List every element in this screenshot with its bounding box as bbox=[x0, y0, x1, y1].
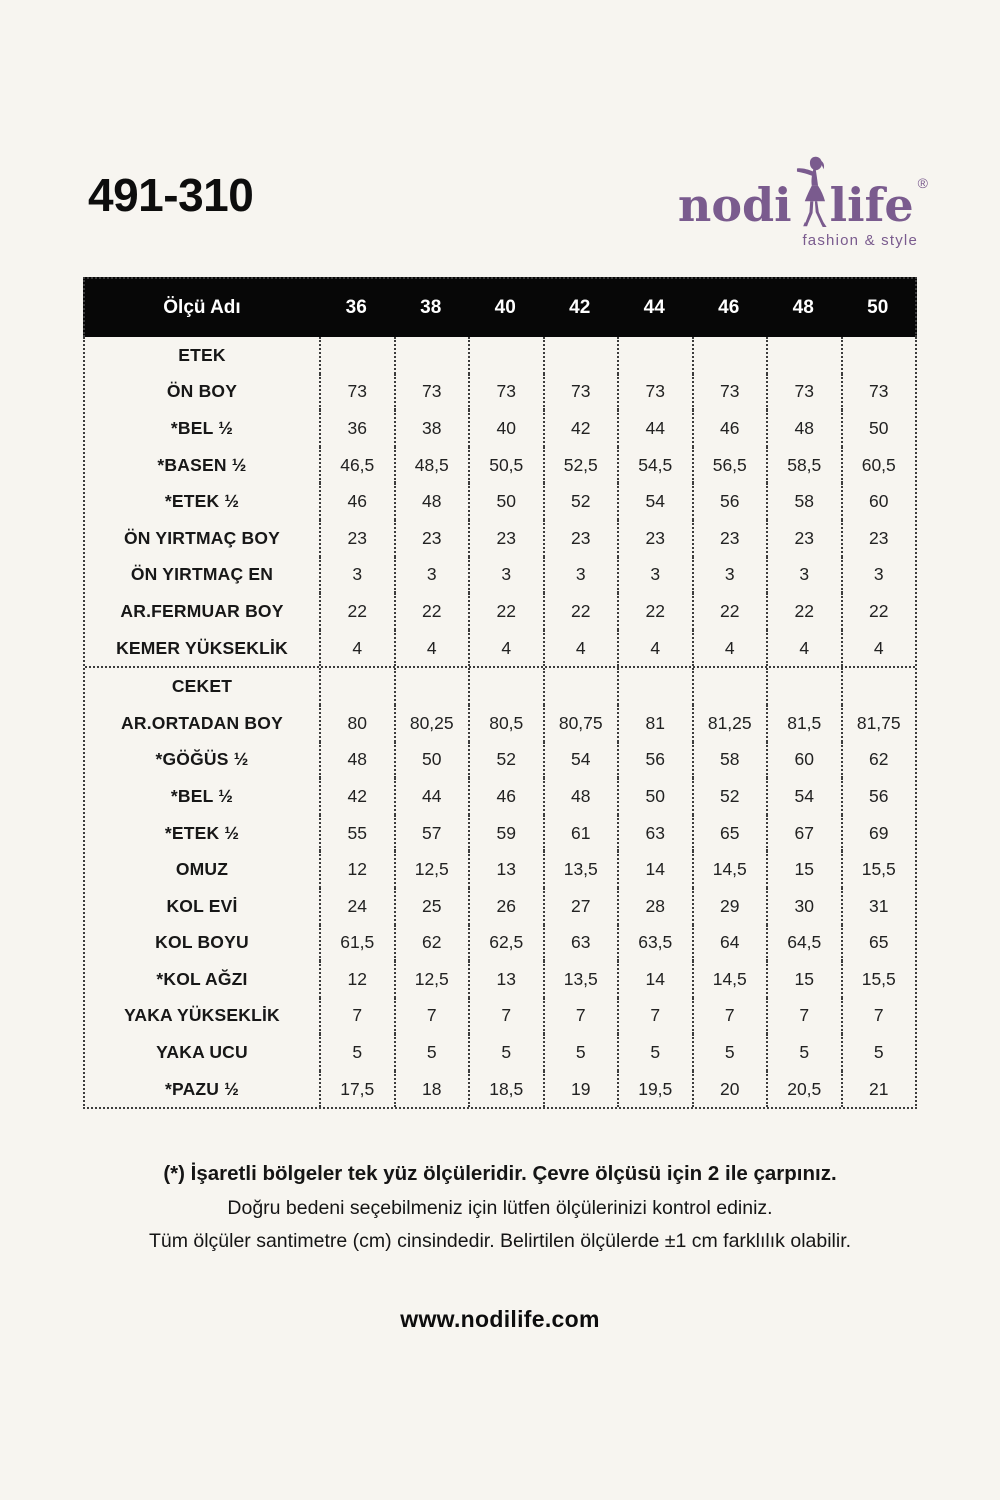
empty-cell bbox=[394, 337, 469, 374]
table-row bbox=[85, 410, 915, 447]
measurement-cell: 22 bbox=[617, 593, 692, 630]
measurement-cell: 23 bbox=[841, 520, 916, 557]
row-label: AR.FERMUAR BOY bbox=[120, 600, 284, 621]
product-code: 491-310 bbox=[88, 169, 254, 221]
measurement-cell: 57 bbox=[394, 815, 469, 852]
measurement-cell: 80 bbox=[319, 705, 394, 742]
measurement-cell: 23 bbox=[468, 520, 543, 557]
empty-cell bbox=[468, 337, 543, 374]
row-label: *KOL AĞZI bbox=[156, 968, 248, 989]
table-header-label: Ölçü Adı bbox=[163, 297, 241, 318]
table-row bbox=[85, 630, 915, 667]
table-row bbox=[85, 888, 915, 925]
measurement-cell: 73 bbox=[617, 374, 692, 411]
empty-cell bbox=[841, 668, 916, 705]
measurement-cell: 27 bbox=[543, 888, 618, 925]
row-label: OMUZ bbox=[175, 859, 229, 880]
table-row bbox=[85, 1034, 915, 1071]
table-row bbox=[85, 851, 915, 888]
measurement-cell: 62 bbox=[841, 742, 916, 779]
measurement-cell: 61 bbox=[543, 815, 618, 852]
measurement-cell: 48 bbox=[543, 778, 618, 815]
table-row bbox=[85, 593, 915, 630]
table-row bbox=[85, 778, 915, 815]
section-title: CEKET bbox=[171, 676, 233, 697]
measurement-cell: 52,5 bbox=[543, 447, 618, 484]
measurement-cell: 40 bbox=[468, 410, 543, 447]
measurement-cell: 7 bbox=[617, 998, 692, 1035]
measurement-cell: 13,5 bbox=[543, 851, 618, 888]
measurement-cell: 73 bbox=[766, 374, 841, 411]
measurement-cell: 24 bbox=[319, 888, 394, 925]
measurement-cell: 3 bbox=[319, 557, 394, 594]
note-check-measurements: Doğru bedeni seçebilmeniz için lütfen ölçülerinizi kontrol ediniz. bbox=[227, 1197, 773, 1219]
size-column-header: 50 bbox=[867, 297, 889, 318]
measurement-cell: 23 bbox=[394, 520, 469, 557]
measurement-cell: 20,5 bbox=[766, 1071, 841, 1108]
measurement-cell: 3 bbox=[692, 557, 767, 594]
size-column-header: 42 bbox=[569, 297, 591, 318]
size-column-header: 48 bbox=[792, 297, 814, 318]
measurement-cell: 25 bbox=[394, 888, 469, 925]
size-column-header: 36 bbox=[345, 297, 367, 318]
measurement-cell: 5 bbox=[394, 1034, 469, 1071]
measurement-cell: 5 bbox=[841, 1034, 916, 1071]
measurement-cell: 67 bbox=[766, 815, 841, 852]
measurement-cell: 62 bbox=[394, 925, 469, 962]
measurement-cell: 48 bbox=[319, 742, 394, 779]
measurement-cell: 14 bbox=[617, 961, 692, 998]
row-label: YAKA UCU bbox=[156, 1042, 248, 1063]
registered-trademark-icon: ® bbox=[917, 175, 928, 191]
measurement-cell: 80,75 bbox=[543, 705, 618, 742]
table-row bbox=[85, 925, 915, 962]
table-row bbox=[85, 742, 915, 779]
measurement-cell: 4 bbox=[319, 630, 394, 667]
note-units: Tüm ölçüler santimetre (cm) cinsindedir. Belirtilen ölçülerde ±1 cm farklılık olabilir. bbox=[148, 1230, 852, 1252]
empty-cell bbox=[692, 668, 767, 705]
measurement-cell: 3 bbox=[617, 557, 692, 594]
row-label: AR.ORTADAN BOY bbox=[121, 712, 283, 733]
measurement-cell: 60 bbox=[841, 483, 916, 520]
measurement-cell: 73 bbox=[394, 374, 469, 411]
measurement-cell: 5 bbox=[468, 1034, 543, 1071]
measurement-cell: 42 bbox=[319, 778, 394, 815]
measurement-cell: 3 bbox=[394, 557, 469, 594]
row-label: *BEL ½ bbox=[170, 785, 234, 806]
measurement-cell: 7 bbox=[468, 998, 543, 1035]
measurement-cell: 7 bbox=[692, 998, 767, 1035]
table-row bbox=[85, 557, 915, 594]
row-label: *ETEK ½ bbox=[164, 822, 240, 843]
measurement-cell: 55 bbox=[319, 815, 394, 852]
measurement-cell: 22 bbox=[692, 593, 767, 630]
row-label: KOL BOYU bbox=[155, 932, 249, 953]
measurement-cell: 46,5 bbox=[319, 447, 394, 484]
measurement-cell: 14 bbox=[617, 851, 692, 888]
measurement-cell: 5 bbox=[692, 1034, 767, 1071]
measurement-cell: 7 bbox=[766, 998, 841, 1035]
measurement-cell: 3 bbox=[468, 557, 543, 594]
measurement-cell: 36 bbox=[319, 410, 394, 447]
measurement-cell: 50 bbox=[617, 778, 692, 815]
measurement-cell: 5 bbox=[766, 1034, 841, 1071]
row-label: *BEL ½ bbox=[170, 417, 234, 438]
measurement-cell: 12 bbox=[319, 851, 394, 888]
table-row bbox=[85, 815, 915, 852]
measurement-cell: 14,5 bbox=[692, 961, 767, 998]
measurement-cell: 7 bbox=[394, 998, 469, 1035]
measurement-cell: 73 bbox=[319, 374, 394, 411]
empty-cell bbox=[692, 337, 767, 374]
table-section-ceket bbox=[85, 666, 915, 1107]
measurement-cell: 13 bbox=[468, 851, 543, 888]
row-label: ÖN BOY bbox=[166, 381, 238, 402]
measurement-cell: 3 bbox=[766, 557, 841, 594]
measurement-cell: 60 bbox=[766, 742, 841, 779]
measurement-cell: 21 bbox=[841, 1071, 916, 1108]
table-row bbox=[85, 374, 915, 411]
measurement-cell: 81 bbox=[617, 705, 692, 742]
measurement-cell: 38 bbox=[394, 410, 469, 447]
empty-cell bbox=[841, 337, 916, 374]
size-table-header bbox=[83, 277, 917, 337]
measurement-cell: 4 bbox=[692, 630, 767, 667]
measurement-cell: 20 bbox=[692, 1071, 767, 1108]
measurement-cell: 5 bbox=[543, 1034, 618, 1071]
measurement-cell: 52 bbox=[692, 778, 767, 815]
measurement-cell: 4 bbox=[841, 630, 916, 667]
measurement-cell: 48,5 bbox=[394, 447, 469, 484]
measurement-cell: 50,5 bbox=[468, 447, 543, 484]
size-column-header: 40 bbox=[494, 297, 516, 318]
measurement-cell: 22 bbox=[394, 593, 469, 630]
logo-word-life: life bbox=[829, 178, 914, 232]
measurement-cell: 7 bbox=[319, 998, 394, 1035]
measurement-cell: 22 bbox=[841, 593, 916, 630]
measurement-cell: 48 bbox=[766, 410, 841, 447]
brand-logo bbox=[677, 150, 928, 249]
measurement-cell: 80,5 bbox=[468, 705, 543, 742]
measurement-cell: 63 bbox=[617, 815, 692, 852]
empty-cell bbox=[543, 337, 618, 374]
size-column-header: 46 bbox=[718, 297, 740, 318]
measurement-cell: 65 bbox=[841, 925, 916, 962]
measurement-cell: 81,75 bbox=[841, 705, 916, 742]
measurement-cell: 28 bbox=[617, 888, 692, 925]
measurement-cell: 15 bbox=[766, 851, 841, 888]
measurement-cell: 29 bbox=[692, 888, 767, 925]
table-row bbox=[85, 705, 915, 742]
measurement-cell: 81,5 bbox=[766, 705, 841, 742]
measurement-cell: 59 bbox=[468, 815, 543, 852]
brand-tagline: fashion & style bbox=[802, 232, 918, 249]
measurement-cell: 80,25 bbox=[394, 705, 469, 742]
measurement-cell: 44 bbox=[617, 410, 692, 447]
measurement-cell: 50 bbox=[841, 410, 916, 447]
measurement-cell: 12,5 bbox=[394, 961, 469, 998]
measurement-cell: 5 bbox=[617, 1034, 692, 1071]
measurement-cell: 23 bbox=[692, 520, 767, 557]
measurement-cell: 64 bbox=[692, 925, 767, 962]
measurement-cell: 4 bbox=[394, 630, 469, 667]
measurement-cell: 54 bbox=[543, 742, 618, 779]
empty-cell bbox=[617, 668, 692, 705]
measurement-cell: 22 bbox=[319, 593, 394, 630]
measurement-cell: 5 bbox=[319, 1034, 394, 1071]
size-table-rows bbox=[83, 337, 917, 1109]
measurement-cell: 19 bbox=[543, 1071, 618, 1108]
measurement-cell: 30 bbox=[766, 888, 841, 925]
measurement-cell: 13,5 bbox=[543, 961, 618, 998]
measurement-cell: 15,5 bbox=[841, 851, 916, 888]
measurement-cell: 52 bbox=[543, 483, 618, 520]
measurement-cell: 62,5 bbox=[468, 925, 543, 962]
measurement-cell: 42 bbox=[543, 410, 618, 447]
measurement-cell: 56 bbox=[841, 778, 916, 815]
measurement-cell: 73 bbox=[543, 374, 618, 411]
measurement-cell: 54 bbox=[617, 483, 692, 520]
measurement-cell: 81,25 bbox=[692, 705, 767, 742]
measurement-cell: 23 bbox=[543, 520, 618, 557]
measurement-cell: 3 bbox=[543, 557, 618, 594]
measurement-cell: 44 bbox=[394, 778, 469, 815]
table-row bbox=[85, 1071, 915, 1108]
table-row bbox=[85, 447, 915, 484]
measurement-cell: 58 bbox=[766, 483, 841, 520]
measurement-cell: 64,5 bbox=[766, 925, 841, 962]
empty-cell bbox=[319, 337, 394, 374]
measurement-cell: 46 bbox=[692, 410, 767, 447]
size-column-header: 38 bbox=[420, 297, 442, 318]
measurement-cell: 69 bbox=[841, 815, 916, 852]
measurement-cell: 58 bbox=[692, 742, 767, 779]
table-section-etek bbox=[85, 337, 915, 666]
empty-cell bbox=[766, 337, 841, 374]
measurement-cell: 50 bbox=[394, 742, 469, 779]
size-column-header: 44 bbox=[643, 297, 665, 318]
measurement-cell: 22 bbox=[468, 593, 543, 630]
measurement-cell: 56 bbox=[692, 483, 767, 520]
measurement-cell: 23 bbox=[766, 520, 841, 557]
row-label: *ETEK ½ bbox=[164, 491, 240, 512]
measurement-cell: 52 bbox=[468, 742, 543, 779]
measurement-cell: 50 bbox=[468, 483, 543, 520]
measurement-cell: 56,5 bbox=[692, 447, 767, 484]
measurement-cell: 58,5 bbox=[766, 447, 841, 484]
measurement-cell: 12 bbox=[319, 961, 394, 998]
brand-logo-wordmark bbox=[677, 150, 928, 232]
measurement-cell: 15,5 bbox=[841, 961, 916, 998]
section-title-row bbox=[85, 668, 915, 705]
measurement-cell: 63 bbox=[543, 925, 618, 962]
measurement-cell: 22 bbox=[543, 593, 618, 630]
measurement-cell: 48 bbox=[394, 483, 469, 520]
row-label: KOL EVİ bbox=[166, 895, 238, 916]
empty-cell bbox=[394, 668, 469, 705]
measurement-cell: 73 bbox=[692, 374, 767, 411]
woman-silhouette-icon bbox=[789, 156, 833, 234]
measurement-cell: 12,5 bbox=[394, 851, 469, 888]
measurement-cell: 7 bbox=[841, 998, 916, 1035]
empty-cell bbox=[543, 668, 618, 705]
measurement-cell: 18 bbox=[394, 1071, 469, 1108]
row-label: *BASEN ½ bbox=[157, 454, 247, 475]
measurement-cell: 19,5 bbox=[617, 1071, 692, 1108]
measurement-cell: 7 bbox=[543, 998, 618, 1035]
table-row bbox=[85, 998, 915, 1035]
measurement-cell: 73 bbox=[468, 374, 543, 411]
measurement-cell: 4 bbox=[617, 630, 692, 667]
measurement-cell: 15 bbox=[766, 961, 841, 998]
measurement-cell: 3 bbox=[841, 557, 916, 594]
empty-cell bbox=[319, 668, 394, 705]
empty-cell bbox=[617, 337, 692, 374]
measurement-notes bbox=[0, 1162, 1000, 1253]
section-title: ETEK bbox=[178, 344, 226, 365]
size-table bbox=[83, 277, 917, 1109]
measurement-cell: 17,5 bbox=[319, 1071, 394, 1108]
row-label: ÖN YIRTMAÇ EN bbox=[130, 564, 274, 585]
table-row bbox=[85, 961, 915, 998]
row-label: ÖN YIRTMAÇ BOY bbox=[123, 527, 281, 548]
measurement-cell: 22 bbox=[766, 593, 841, 630]
empty-cell bbox=[766, 668, 841, 705]
measurement-cell: 14,5 bbox=[692, 851, 767, 888]
note-asterisk: (*) İşaretli bölgeler tek yüz ölçüleridir. Çevre ölçüsü için 2 ile çarpınız. bbox=[163, 1162, 837, 1185]
measurement-cell: 56 bbox=[617, 742, 692, 779]
measurement-cell: 61,5 bbox=[319, 925, 394, 962]
empty-cell bbox=[468, 668, 543, 705]
website-url: www.nodilife.com bbox=[400, 1306, 600, 1332]
row-label: YAKA YÜKSEKLİK bbox=[124, 1005, 280, 1026]
measurement-cell: 54,5 bbox=[617, 447, 692, 484]
measurement-cell: 4 bbox=[543, 630, 618, 667]
measurement-cell: 4 bbox=[468, 630, 543, 667]
measurement-cell: 54 bbox=[766, 778, 841, 815]
measurement-cell: 23 bbox=[617, 520, 692, 557]
section-title-row bbox=[85, 337, 915, 374]
logo-word-nodi: nodi bbox=[677, 178, 792, 232]
measurement-cell: 31 bbox=[841, 888, 916, 925]
measurement-cell: 73 bbox=[841, 374, 916, 411]
measurement-cell: 23 bbox=[319, 520, 394, 557]
measurement-cell: 13 bbox=[468, 961, 543, 998]
row-label: KEMER YÜKSEKLİK bbox=[116, 637, 288, 658]
measurement-cell: 26 bbox=[468, 888, 543, 925]
measurement-cell: 46 bbox=[468, 778, 543, 815]
row-label: *GÖĞÜS ½ bbox=[155, 749, 249, 770]
measurement-cell: 65 bbox=[692, 815, 767, 852]
measurement-cell: 4 bbox=[766, 630, 841, 667]
table-row bbox=[85, 483, 915, 520]
measurement-cell: 60,5 bbox=[841, 447, 916, 484]
table-row bbox=[85, 520, 915, 557]
measurement-cell: 18,5 bbox=[468, 1071, 543, 1108]
row-label: *PAZU ½ bbox=[164, 1078, 239, 1099]
measurement-cell: 46 bbox=[319, 483, 394, 520]
measurement-cell: 63,5 bbox=[617, 925, 692, 962]
